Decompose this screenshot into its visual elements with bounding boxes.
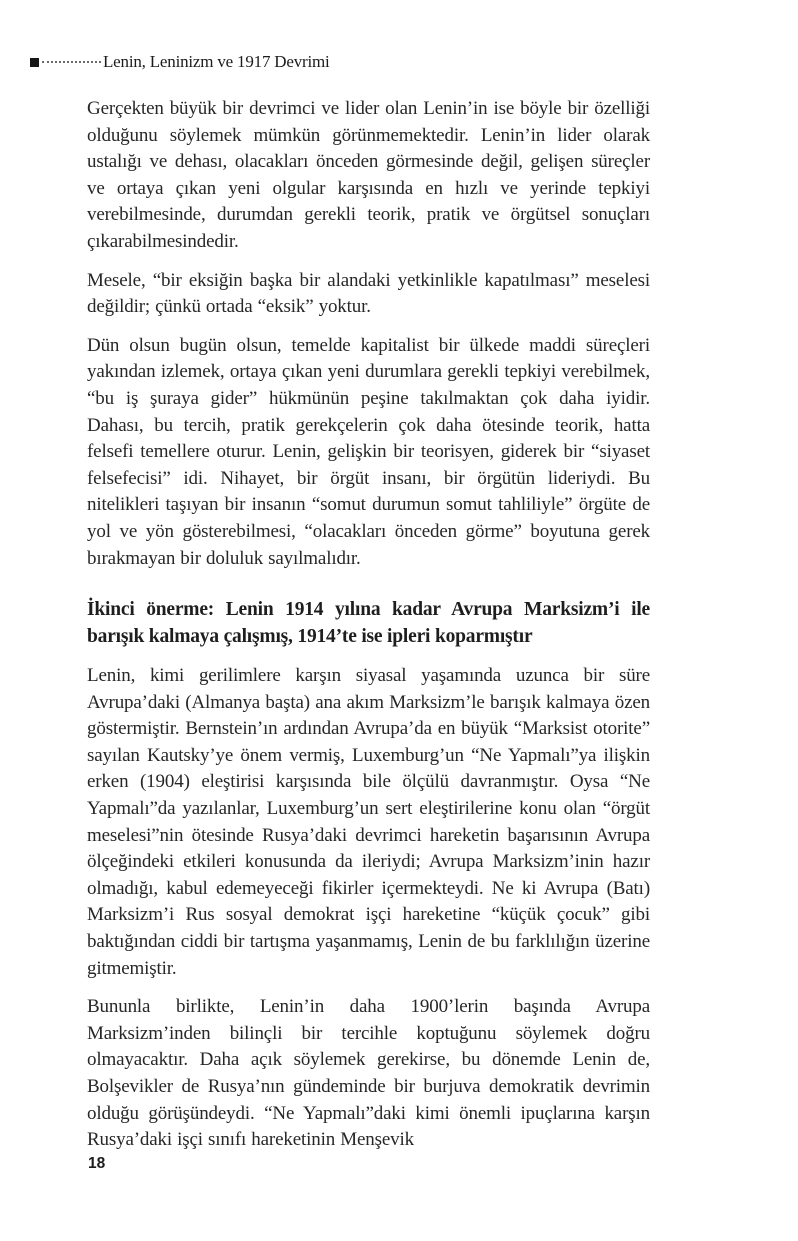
paragraph: Mesele, “bir eksiğin başka bir alandaki yetkinlikle kapatılması” meselesi değildir; çünkü ortada “eksik” yoktur. bbox=[87, 269, 650, 318]
paragraph: Bununla birlikte, Lenin’in daha 1900’lerin başında Avrupa Marksizm’inden bilinçli bir tercihle koptuğunu söylemek doğru olmayacaktır. Daha açık söylemek gerekirse, bu dönemde Lenin de, Bolşevikler de Rusya’nın gündeminde bir burjuva demokratik devrimin olduğu görüşündeydi. “Ne Yapmalı”daki kimi önemli ipuçlarına karşın Rusya’daki işçi sınıfı hareketinin Menşevik bbox=[87, 996, 650, 1151]
running-header bbox=[30, 52, 330, 72]
section-heading: İkinci önerme: Lenin 1914 yılına kadar Avrupa Marksizm’i ile barışık kalmaya çalışmış, 1914’te ise ipleri koparmıştır bbox=[87, 599, 650, 648]
running-header-title: Lenin, Leninizm ve 1917 Devrimi bbox=[103, 52, 330, 71]
square-marker-icon bbox=[30, 58, 39, 67]
paragraph: Gerçekten büyük bir devrimci ve lider olan Lenin’in ise böyle bir özelliği olduğunu söylemek mümkün görünmemektedir. Lenin’in lider olarak ustalığı ve dehası, olacakları önceden görmesinde değil, gelişen süreçler ve ortaya çıkan yeni olgular karşısında en hızlı ve yerinde tepkiyi verebilmesinde, durumdan gerekli teorik, pratik ve örgütsel sonuçları çıkarabilmesindedir. bbox=[87, 98, 650, 252]
page-number: 18 bbox=[88, 1155, 106, 1172]
paragraph: Dün olsun bugün olsun, temelde kapitalist bir ülkede maddi süreçleri yakından izlemek, ortaya çıkan yeni durumlara gerekli tepkiyi verebilmek, “bu iş şuraya gider” hükmünün peşine takılmaktan çok daha iyidir. Dahası, bu tercih, pratik gerekçelerin çok daha ötesinde teorik, hatta felsefi temellere oturur. Lenin, gelişkin bir teorisyen, giderek bir “siyaset felsefecisi” idi. Nihayet, bir örgüt insanı, bir örgütün lideriydi. Bu nitelikleri taşıyan bir insanın “somut durumun somut tahliliyle” örgüte de yol ve yön gösterebilmesi, “olacakları önceden görme” boyutuna gerek bırakmayan bir doluluk sayılmalıdır. bbox=[87, 334, 650, 569]
dotted-rule bbox=[42, 61, 101, 63]
paragraph: Lenin, kimi gerilimlere karşın siyasal yaşamında uzunca bir süre Avrupa’daki (Almanya başta) ana akım Marksizm’le barışık kalmaya özen göstermiştir. Bernstein’ın ardından Avrupa’da en büyük “Marksist otorite” sayılan Kautsky’ye önem vermiş, Luxemburg’un “Ne Yapmalı”ya ilişkin erken (1904) eleştirisi karşısında bile ölçülü davranmıştır. Oysa “Ne Yapmalı”da yazılanlar, Luxemburg’un sert eleştirilerine konu olan “örgüt meselesi”nin ötesinde Rusya’daki devrimci hareketin başarısının Avrupa ölçeğindeki etkileri konusunda da ileriydi; Avrupa Marksizm’inin hazır olmadığı, kabul edemeyeceği fikirler içermekteydi. Ne ki Avrupa (Batı) Marksizm’i Rus sosyal demokrat işçi hareketine “küçük çocuk” gibi baktığından ciddi bir tartışma yaşanmamış, Lenin de bu farklılığın üzerine gitmemiştir. bbox=[87, 665, 650, 979]
text-column bbox=[87, 96, 650, 1166]
